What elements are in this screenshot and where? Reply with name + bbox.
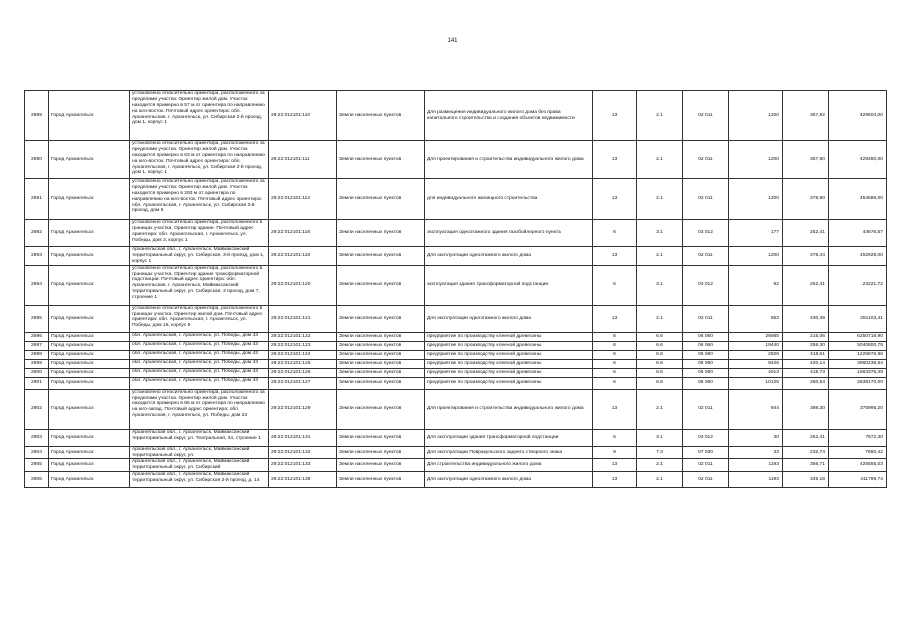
- table-row: [25, 377, 887, 389]
- group-code: 13: [593, 389, 637, 429]
- permitted-use: Для эксплуатации одноэтажного жилого дома: [425, 247, 593, 266]
- group-code: 6: [593, 377, 637, 389]
- use-code: 02 011: [683, 472, 729, 488]
- use-code: 03 012: [683, 429, 729, 446]
- area-value: 1200: [729, 141, 783, 179]
- cadastral-number: 29:22:012101:124: [269, 350, 337, 359]
- land-category: Земли населенных пунктов: [337, 459, 425, 472]
- row-number: 2891: [25, 179, 49, 220]
- address-cell: установлено относительно ориентира, расположенного за пределами участка. Ориентир жилой дом. Участок находится примерно в 293 м от ориентира по направлению на юго-восток. Почтовый адрес ориентира: обл. Архангельская, г. Архангельск, ул. Сибирская 3-й проезд, дом 5: [130, 179, 269, 220]
- page-number: 141: [447, 38, 458, 44]
- cadastral-number: 29:22:012101:111: [269, 141, 337, 179]
- cadastral-number: 29:22:012101:112: [269, 179, 337, 220]
- permitted-use: предприятие по производству клееной древесины: [425, 368, 593, 377]
- table-row: [25, 341, 887, 350]
- subgroup-code: 2.1: [637, 91, 683, 141]
- permitted-use: Для строительства индивидуального жилого дома: [425, 459, 593, 472]
- cadastral-value: 2638170,00: [829, 377, 887, 389]
- permitted-use: предприятие по производству клееной древесины: [425, 332, 593, 341]
- specific-value: 378,90: [783, 179, 829, 220]
- area-value: 33: [729, 446, 783, 459]
- table-row: [25, 265, 887, 305]
- land-category: Земли населенных пунктов: [337, 377, 425, 389]
- use-code: 06 060: [683, 377, 729, 389]
- address-cell: обл. Архангельская, г. Архангельск, ул. Победы, дом 43: [130, 332, 269, 341]
- subgroup-code: 2.1: [637, 472, 683, 488]
- specific-value: 232,74: [783, 446, 829, 459]
- use-code: 02 011: [683, 91, 729, 141]
- city-cell: Город Архангельск: [49, 179, 130, 220]
- subgroup-code: 2.1: [637, 459, 683, 472]
- cadastral-number: 29:22:012101:125: [269, 359, 337, 368]
- specific-value: 357,90: [783, 141, 829, 179]
- table-row: [25, 446, 887, 459]
- address-cell: Архангельская обл., г. Архангельск, Маймаксанский территориальный округ, ул. Сибирская, 3-й проезд, дом 1, корпус 1: [130, 247, 269, 266]
- specific-value: 215,06: [783, 332, 829, 341]
- permitted-use: Для размещения индивидуального жилого дома без права капитального строительства и создания объектов недвижимости: [425, 91, 593, 141]
- cadastral-value: 1225876,96: [829, 350, 887, 359]
- subgroup-code: 2.1: [637, 247, 683, 266]
- land-category: Земли населенных пунктов: [337, 220, 425, 247]
- row-number: 2895: [25, 305, 49, 332]
- address-cell: установлено относительно ориентира, расположенного в границах участка. Ориентир здание. Почтовый адрес ориентира: обл. Архангельская, г. Архангельск, ул. Победы, дом 3, корпус 1: [130, 220, 269, 247]
- area-value: 653: [729, 305, 783, 332]
- city-cell: Город Архангельск: [49, 368, 130, 377]
- cadastral-value: 425555,03: [829, 459, 887, 472]
- group-code: 9: [593, 446, 637, 459]
- use-code: 03 012: [683, 265, 729, 305]
- address-cell: обл. Архангельская, г. Архангельск, ул. Победы, дом 43: [130, 359, 269, 368]
- table-row: [25, 429, 887, 446]
- subgroup-code: 2.1: [637, 141, 683, 179]
- use-code: 06 060: [683, 359, 729, 368]
- subgroup-code: 6.6: [637, 341, 683, 350]
- row-number: 2899: [25, 359, 49, 368]
- row-number: 2903: [25, 429, 49, 446]
- area-value: 1200: [729, 179, 783, 220]
- row-number: 2900: [25, 368, 49, 377]
- land-category: Земли населенных пунктов: [337, 91, 425, 141]
- use-code: 02 011: [683, 389, 729, 429]
- specific-value: 419,73: [783, 368, 829, 377]
- area-value: 19440: [729, 341, 783, 350]
- cadastral-value: 454686,00: [829, 179, 887, 220]
- use-code: 06 060: [683, 332, 729, 341]
- cadastral-value: 281103,41: [829, 305, 887, 332]
- subgroup-code: 3.1: [637, 429, 683, 446]
- permitted-use: Для эксплуатации Повракульского заднего створного знака: [425, 446, 593, 459]
- use-code: 02 011: [683, 459, 729, 472]
- table-row: [25, 332, 887, 341]
- area-value: 9426: [729, 359, 783, 368]
- specific-value: 356,71: [783, 459, 829, 472]
- city-cell: Город Архангельск: [49, 247, 130, 266]
- permitted-use: Для эксплуатации здания трансформаторной подстанции: [425, 429, 593, 446]
- address-cell: установлено относительно ориентира, расположенного за пределами участка. Ориентир жилой дом. Участок находится примерно в 65 м от ориентира по направлению на юго-запад. Почтовый адрес ориентира: обл. Архангельская, г. Архангельск, ул. Победы, дом 23: [130, 389, 269, 429]
- area-value: 944: [729, 389, 783, 429]
- cadastral-number: 29:22:012101:110: [269, 91, 337, 141]
- subgroup-code: 2.1: [637, 179, 683, 220]
- city-cell: Город Архангельск: [49, 429, 130, 446]
- group-code: 13: [593, 459, 637, 472]
- cadastral-value: 429480,00: [829, 141, 887, 179]
- area-value: 92: [729, 265, 783, 305]
- table-body: [25, 91, 887, 488]
- specific-value: 430,49: [783, 305, 829, 332]
- row-number: 2893: [25, 247, 49, 266]
- address-cell: обл. Архангельская, г. Архангельск, ул. Победы, дом 43: [130, 350, 269, 359]
- subgroup-code: 6.6: [637, 377, 683, 389]
- permitted-use: эксплуатация одноэтажного здания газобойлерного пункта: [425, 220, 593, 247]
- city-cell: Город Архангельск: [49, 332, 130, 341]
- area-value: 1193: [729, 472, 783, 488]
- group-code: 6: [593, 341, 637, 350]
- cadastral-number: 29:22:012101:132: [269, 446, 337, 459]
- cadastral-number: 29:22:012101:116: [269, 220, 337, 247]
- permitted-use: Для проектирования и строительства индивидуального жилого дома: [425, 389, 593, 429]
- permitted-use: эксплуатация здания трансформаторной подстанции: [425, 265, 593, 305]
- city-cell: Город Архангельск: [49, 341, 130, 350]
- area-value: 1193: [729, 459, 783, 472]
- row-number: 2896: [25, 332, 49, 341]
- permitted-use: предприятие по производству клееной древесины: [425, 359, 593, 368]
- permitted-use: Для эксплуатации одноэтажного жилого дома: [425, 305, 593, 332]
- table-row: [25, 459, 887, 472]
- cadastral-number: 29:22:012101:126: [269, 368, 337, 377]
- subgroup-code: 2.1: [637, 305, 683, 332]
- table-row: [25, 220, 887, 247]
- address-cell: установлено относительно ориентира, расположенного в границах участка. Ориентир здание трансформаторной подстанции. Почтовый адрес ориентира: обл. Архангельская, г. Архангельск, Маймаксанский территориальный округ, ул. Сибирская, 3 проезд, дом 7, строение 1: [130, 265, 269, 305]
- table-row: [25, 472, 887, 488]
- cadastral-number: 29:22:012101:122: [269, 332, 337, 341]
- row-number: 2905: [25, 459, 49, 472]
- cadastral-value: 44676,57: [829, 220, 887, 247]
- area-value: 30: [729, 429, 783, 446]
- specific-value: 357,92: [783, 91, 829, 141]
- specific-value: 378,44: [783, 247, 829, 266]
- address-cell: обл. Архангельская, г. Архангельск, ул. Победы, дом 43: [130, 377, 269, 389]
- row-number: 2901: [25, 377, 49, 389]
- use-code: 02 011: [683, 141, 729, 179]
- subgroup-code: 6.6: [637, 332, 683, 341]
- city-cell: Город Архангельск: [49, 265, 130, 305]
- group-code: 13: [593, 91, 637, 141]
- use-code: 03 012: [683, 220, 729, 247]
- area-value: 1200: [729, 91, 783, 141]
- group-code: 6: [593, 429, 637, 446]
- area-value: 1200: [729, 247, 783, 266]
- row-number: 2894: [25, 265, 49, 305]
- address-cell: обл. Архангельская, г. Архангельск, ул. Победы, дом 43: [130, 368, 269, 377]
- permitted-use: Для эксплуатации одноэтажного жилого дома: [425, 472, 593, 488]
- group-code: 13: [593, 305, 637, 332]
- cadastral-value: 7572,30: [829, 429, 887, 446]
- use-code: 02 011: [683, 247, 729, 266]
- address-cell: обл. Архангельская, г. Архангельск, ул. Победы, дом 43: [130, 341, 269, 350]
- city-cell: Город Архангельск: [49, 459, 130, 472]
- row-number: 2889: [25, 91, 49, 141]
- cadastral-number: 29:22:012101:120: [269, 265, 337, 305]
- table-row: [25, 389, 887, 429]
- cadastral-value: 452928,00: [829, 247, 887, 266]
- group-code: 13: [593, 247, 637, 266]
- land-category: Земли населенных пунктов: [337, 341, 425, 350]
- cadastral-number: 29:22:012101:135: [269, 472, 337, 488]
- row-number: 2904: [25, 446, 49, 459]
- area-value: 29065: [729, 332, 783, 341]
- subgroup-code: 6.6: [637, 368, 683, 377]
- table-row: [25, 350, 887, 359]
- city-cell: Город Архангельск: [49, 220, 130, 247]
- group-code: 6: [593, 350, 637, 359]
- city-cell: Город Архангельск: [49, 446, 130, 459]
- cadastral-number: 29:22:012101:131: [269, 429, 337, 446]
- row-number: 2892: [25, 220, 49, 247]
- land-category: Земли населенных пунктов: [337, 332, 425, 341]
- permitted-use: предприятие по производству клееной древесины: [425, 341, 593, 350]
- group-code: 13: [593, 179, 637, 220]
- row-number: 2890: [25, 141, 49, 179]
- city-cell: Город Архангельск: [49, 305, 130, 332]
- cadastral-table: [24, 90, 887, 488]
- address-cell: Архангельская обл., г. Архангельск, Маймаксанский территориальный округ, ул. Театральная, 34, строение 1: [130, 429, 269, 446]
- cadastral-value: 7680,42: [829, 446, 887, 459]
- city-cell: Город Архангельск: [49, 389, 130, 429]
- land-category: Земли населенных пунктов: [337, 368, 425, 377]
- cadastral-number: 29:22:012101:118: [269, 247, 337, 266]
- group-code: 13: [593, 472, 637, 488]
- address-cell: установлено относительно ориентира, расположенного за пределами участка. Ориентир жилой дом. Участок находится примерно в 57 м от ориентира по направлению на юго-восток. Почтовый адрес ориентира: обл. Архангельская, г. Архангельск, ул. Сибирская 2-й проезд, дом 1, корпус 1: [130, 91, 269, 141]
- land-category: Земли населенных пунктов: [337, 350, 425, 359]
- use-code: 06 060: [683, 341, 729, 350]
- cadastral-value: 1684376,49: [829, 368, 887, 377]
- table-row: [25, 247, 887, 266]
- subgroup-code: 2.1: [637, 389, 683, 429]
- subgroup-code: 6.6: [637, 359, 683, 368]
- area-value: 2926: [729, 350, 783, 359]
- use-code: 02 011: [683, 179, 729, 220]
- land-category: Земли населенных пунктов: [337, 265, 425, 305]
- land-category: Земли населенных пунктов: [337, 359, 425, 368]
- use-code: 06 060: [683, 350, 729, 359]
- use-code: 06 060: [683, 368, 729, 377]
- use-code: 07 030: [683, 446, 729, 459]
- cadastral-value: 5040800,75: [829, 341, 887, 350]
- address-cell: Архангельская обл., г. Архангельск, Маймаксанский территориальный округ, ул.: [130, 446, 269, 459]
- row-number: 2902: [25, 389, 49, 429]
- area-value: 177: [729, 220, 783, 247]
- permitted-use: предприятие по производству клееной древесины: [425, 377, 593, 389]
- row-number: 2898: [25, 350, 49, 359]
- subgroup-code: 7.3: [637, 446, 683, 459]
- group-code: 6: [593, 368, 637, 377]
- area-value: 4013: [729, 368, 783, 377]
- cadastral-value: 429504,00: [829, 91, 887, 141]
- specific-value: 418,61: [783, 350, 829, 359]
- cadastral-number: 29:22:012101:129: [269, 389, 337, 429]
- group-code: 13: [593, 141, 637, 179]
- land-category: Земли населенных пунктов: [337, 179, 425, 220]
- cadastral-value: 6250718,90: [829, 332, 887, 341]
- use-code: 02 011: [683, 305, 729, 332]
- specific-value: 398,30: [783, 389, 829, 429]
- cadastral-number: 29:22:012101:121: [269, 305, 337, 332]
- city-cell: Город Архангельск: [49, 350, 130, 359]
- land-category: Земли населенных пунктов: [337, 247, 425, 266]
- address-cell: Архангельская обл., г. Архангельск, Маймаксанский территориальный округ, ул. Сибирский: [130, 459, 269, 472]
- specific-value: 260,54: [783, 377, 829, 389]
- city-cell: Город Архангельск: [49, 472, 130, 488]
- city-cell: Город Архангельск: [49, 359, 130, 368]
- land-category: Земли населенных пунктов: [337, 141, 425, 179]
- cadastral-number: 29:22:012101:123: [269, 341, 337, 350]
- table-row: [25, 141, 887, 179]
- specific-value: 252,41: [783, 265, 829, 305]
- specific-value: 345,18: [783, 472, 829, 488]
- city-cell: Город Архангельск: [49, 91, 130, 141]
- cadastral-number: 29:22:012101:127: [269, 377, 337, 389]
- subgroup-code: 6.6: [637, 350, 683, 359]
- group-code: 6: [593, 359, 637, 368]
- permitted-use: Для проектирования и строительства индивидуального жилого дома: [425, 141, 593, 179]
- land-category: Земли населенных пунктов: [337, 472, 425, 488]
- city-cell: Город Архангельск: [49, 141, 130, 179]
- group-code: 6: [593, 265, 637, 305]
- address-cell: Архангельская обл., г. Архангельск, Маймаксанский территориальный округ, ул. Сибирская 2-й проезд, д. 14: [130, 472, 269, 488]
- permitted-use: для индивидуального жилищного строительства: [425, 179, 593, 220]
- specific-value: 259,30: [783, 341, 829, 350]
- table-row: [25, 368, 887, 377]
- table-row: [25, 305, 887, 332]
- specific-value: 252,41: [783, 429, 829, 446]
- group-code: 6: [593, 332, 637, 341]
- row-number: 2897: [25, 341, 49, 350]
- cadastral-value: 411799,74: [829, 472, 887, 488]
- permitted-use: предприятие по производству клееной древесины: [425, 350, 593, 359]
- land-category: Земли населенных пунктов: [337, 389, 425, 429]
- specific-value: 252,41: [783, 220, 829, 247]
- subgroup-code: 3.1: [637, 265, 683, 305]
- land-category: Земли населенных пунктов: [337, 305, 425, 332]
- land-category: Земли населенных пунктов: [337, 429, 425, 446]
- cadastral-number: 29:22:012101:133: [269, 459, 337, 472]
- address-cell: установлено относительно ориентира, расположенного за пределами участка. Ориентир жилой дом. Участок находится примерно в 63 м от ориентира по направлению на юго-восток. Почтовый адрес ориентира: обл. Архангельская, г. Архангельск, ул. Сибирская 2-й проезд, дом 1, корпус 1: [130, 141, 269, 179]
- cadastral-value: 23221,72: [829, 265, 887, 305]
- cadastral-value: 3960238,64: [829, 359, 887, 368]
- group-code: 6: [593, 220, 637, 247]
- address-cell: установлено относительно ориентира, расположенного в границах участка. Ориентир жилой дом. Почтовый адрес ориентира: обл. Архангельская, г. Архангельск, ул. Победы, дом 16, корпус 5: [130, 305, 269, 332]
- subgroup-code: 3.1: [637, 220, 683, 247]
- table-row: [25, 359, 887, 368]
- land-category: Земли населенных пунктов: [337, 446, 425, 459]
- city-cell: Город Архангельск: [49, 377, 130, 389]
- specific-value: 420,14: [783, 359, 829, 368]
- table-row: [25, 91, 887, 141]
- cadastral-value: 375995,20: [829, 389, 887, 429]
- row-number: 2906: [25, 472, 49, 488]
- area-value: 10125: [729, 377, 783, 389]
- table-row: [25, 179, 887, 220]
